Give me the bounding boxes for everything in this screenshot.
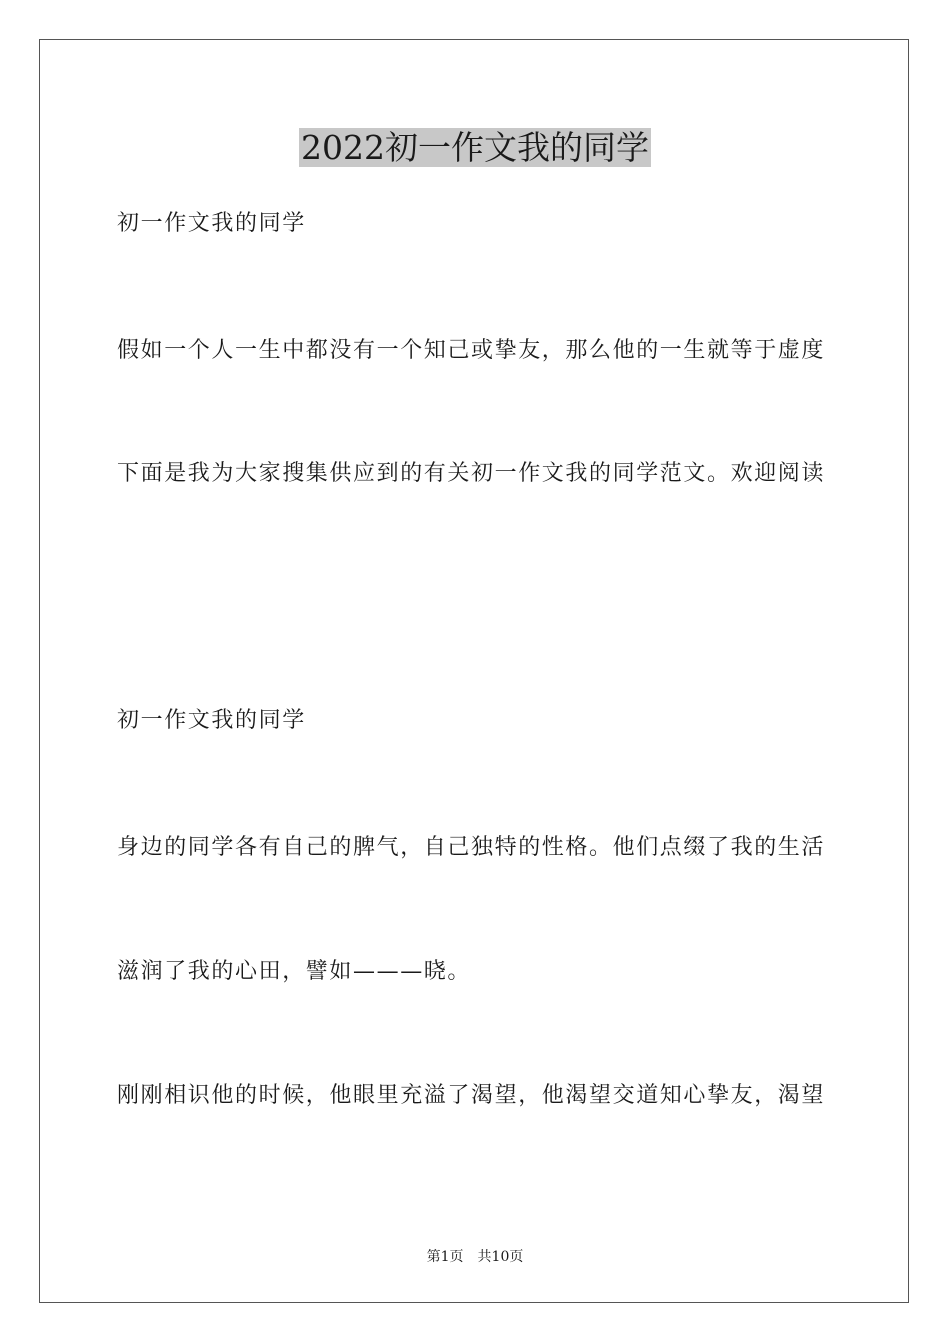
paragraph-essay-heading: 初一作文我的同学 bbox=[117, 708, 306, 733]
paragraph-collection-note: 下面是我为大家搜集供应到的有关初一作文我的同学范文。欢迎阅读 bbox=[117, 461, 826, 486]
document-title bbox=[0, 126, 950, 170]
page-number-current: 第1页 bbox=[426, 1249, 464, 1265]
paragraph-body-1: 身边的同学各有自己的脾气，自己独特的性格。他们点缀了我的生活 bbox=[117, 835, 826, 860]
paragraph-body-2: 滋润了我的心田，譬如———晓。 bbox=[117, 959, 472, 984]
paragraph-body-3: 刚刚相识他的时候，他眼里充溢了渴望，他渴望交道知心挚友，渴望 bbox=[117, 1083, 826, 1108]
paragraph-intro: 假如一个人一生中都没有一个知己或挚友，那么他的一生就等于虚度 bbox=[117, 338, 826, 363]
paragraph-subtitle: 初一作文我的同学 bbox=[117, 211, 306, 236]
page-number-total: 共10页 bbox=[477, 1249, 524, 1265]
document-title-text: 2022初一作文我的同学 bbox=[301, 128, 649, 167]
page-footer bbox=[0, 1247, 950, 1267]
